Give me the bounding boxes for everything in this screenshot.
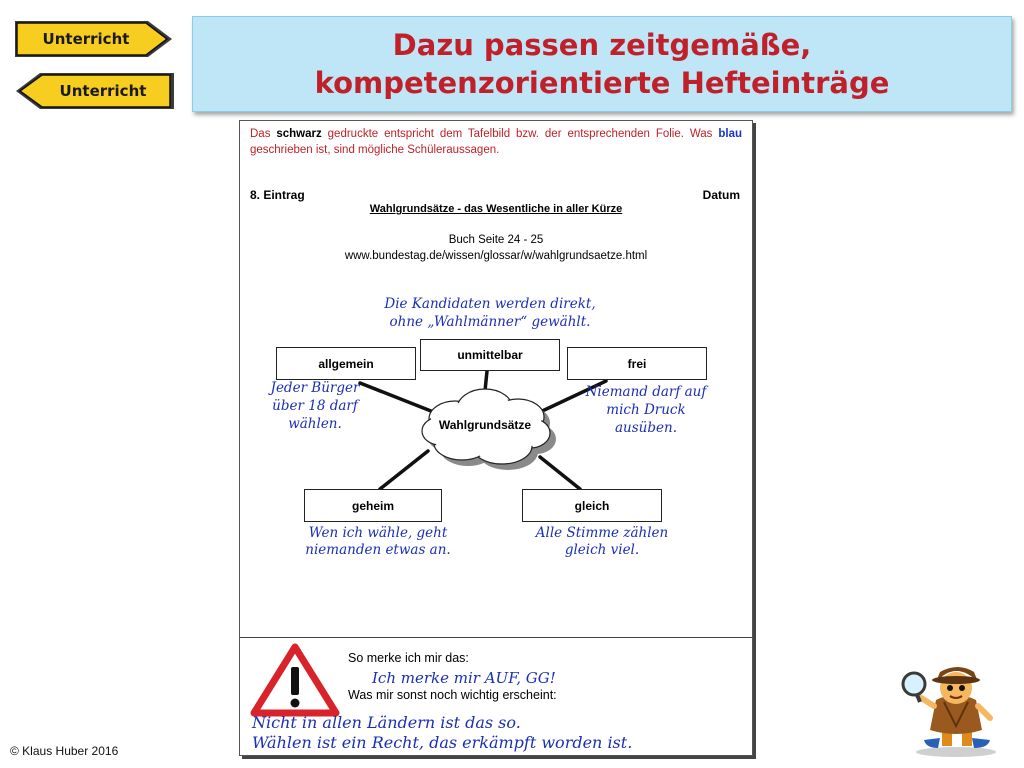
arrow-sign-right-icon (12, 18, 176, 60)
note-geheim: Wen ich wähle, geht niemanden etwas an. (305, 525, 451, 558)
reference-url[interactable]: www.bundestag.de/wissen/glossar/w/wahlgrundsaetze.html (344, 250, 648, 262)
intro-text: Das schwarz gedruckte entspricht dem Tafelbild bzw. der entsprechenden Folie. Was blau geschrieben ist, sind mögliche Schüleraussagen. (250, 128, 742, 156)
prev-slide-button[interactable] (12, 70, 176, 112)
word-black: schwarz (276, 128, 322, 140)
next-slide-label: Unterricht (42, 30, 130, 48)
box-allgemein: allgemein (276, 347, 416, 380)
note-allgemein: Jeder Bürger über 18 darf wählen. (270, 380, 360, 432)
merke-answer: Ich merke mir AUF, GG! (372, 669, 556, 687)
copyright: © Klaus Huber 2016 (10, 744, 119, 758)
note-gleich: Alle Stimme zählen gleich viel. (535, 525, 669, 558)
book-reference: Buch Seite 24 - 25 (448, 234, 544, 246)
sonst-label: Was mir sonst noch wichtig erscheint: (348, 688, 557, 702)
date-label: Datum (702, 188, 740, 202)
arrow-sign-left-icon (12, 70, 176, 112)
note-frei: Niemand darf auf mich Druck ausüben. (585, 384, 707, 436)
slide-title-line2: kompetenzorientierte Hefteinträge (314, 66, 890, 100)
box-geheim: geheim (304, 489, 442, 522)
connector-geheim (380, 451, 428, 489)
box-unmittelbar: unmittelbar (420, 339, 560, 371)
connector-gleich (540, 457, 580, 489)
entry-subtitle: Wahlgrundsätze - das Wesentliche in aller Kürze (369, 203, 623, 215)
entry-label: 8. Eintrag (250, 188, 305, 202)
merke-label: So merke ich mir das: (348, 651, 469, 665)
word-blue: blau (718, 128, 742, 140)
slide-title-line1: Dazu passen zeitgemäße, (392, 28, 812, 62)
warning-icon (250, 643, 340, 717)
prev-slide-label: Unterricht (59, 82, 147, 100)
section-divider (240, 637, 752, 638)
note-unmittelbar: Die Kandidaten werden direkt, ohne „Wahlmänner“ gewählt. (384, 296, 596, 330)
box-frei: frei (567, 347, 707, 380)
center-label: Wahlgrundsätze (438, 418, 532, 432)
next-slide-button[interactable] (12, 18, 176, 60)
slide-title (192, 16, 1012, 112)
detective-icon (898, 662, 1010, 758)
worksheet (239, 120, 753, 756)
final-note: Nicht in allen Ländern ist das so. Wählen ist ein Recht, das erkämpft worden ist. (252, 713, 633, 752)
box-gleich: gleich (522, 489, 662, 522)
